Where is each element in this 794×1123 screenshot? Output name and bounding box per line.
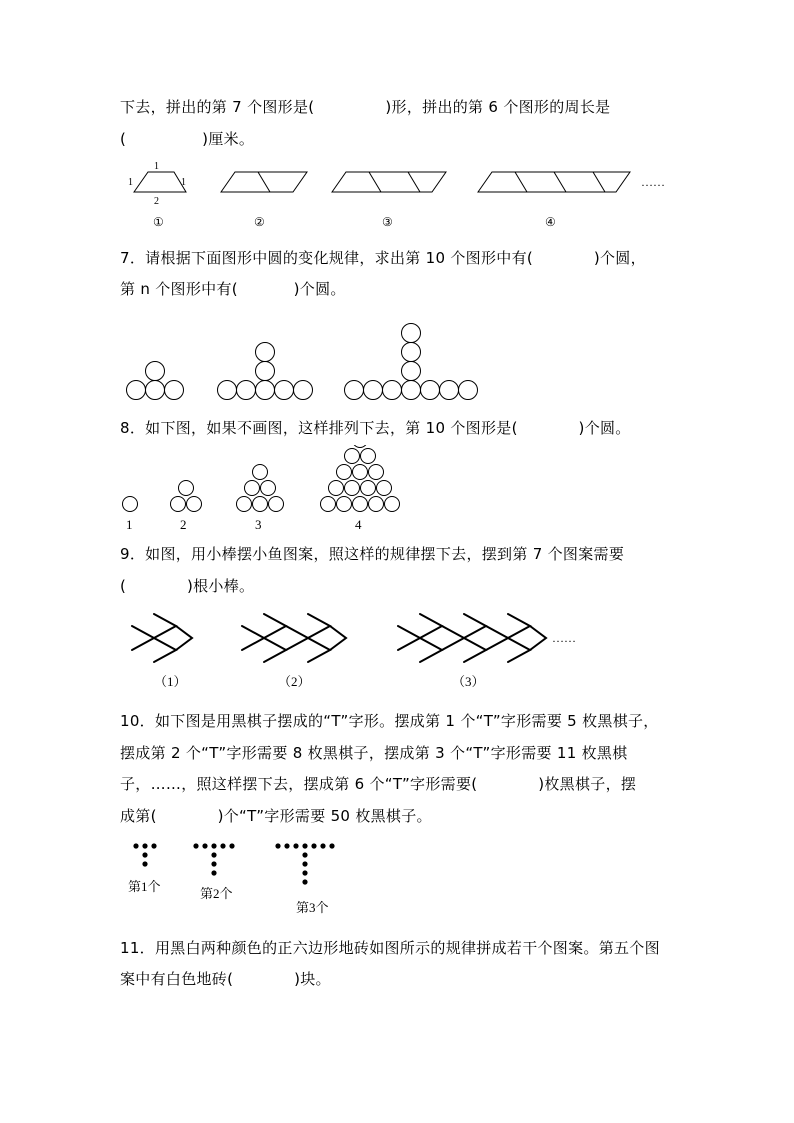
triangle-label-2: 2	[180, 517, 187, 532]
triangle-label-1: 1	[126, 517, 133, 532]
q11-text-line-2: 案中有白色地砖( )块。	[120, 970, 331, 988]
q6-text-line-1: 下去，拼出的第 7 个图形是( )形，拼出的第 6 个图形的周长是	[120, 98, 611, 116]
q7-circle-figures	[118, 318, 488, 403]
q8-triangle-circle-figures	[118, 445, 418, 535]
triangle-figure-3	[237, 465, 284, 512]
triangle-figure-2	[171, 481, 202, 512]
fish-label-2: （2）	[278, 674, 311, 689]
q11-text-line-1: 11．用黑白两种颜色的正六边形地砖如图所示的规律拼成若干个图案。第五个图	[120, 939, 660, 957]
q7-text-line-1: 7．请根据下面图形中圆的变化规律，求出第 10 个图形中有( )个圆，	[120, 249, 646, 267]
figure-label-1: ①	[153, 215, 164, 229]
side-label-top: 1	[154, 161, 159, 172]
q9-fish-figures	[118, 604, 608, 694]
t-figure-3	[275, 843, 334, 884]
figure-label-4: ④	[545, 215, 556, 229]
trapezoid-shape-4	[478, 172, 630, 192]
circle-figure-3	[345, 324, 478, 400]
fish-figure-1	[132, 614, 192, 662]
fish-label-3: （3）	[452, 674, 485, 689]
fish-label-1: （1）	[154, 674, 187, 689]
trapezoid-shape-3	[332, 172, 446, 192]
q6-trapezoid-figures	[118, 158, 678, 233]
figure-label-3: ③	[382, 215, 393, 229]
triangle-label-4: 4	[355, 517, 362, 532]
side-label-bottom: 2	[154, 196, 159, 207]
fish-figure-2	[242, 614, 346, 662]
circle-figure-1	[127, 362, 184, 400]
t-figure-1	[133, 843, 156, 866]
q8-text-line-1: 8．如下图，如果不画图，这样排列下去，第 10 个图形是( )个圆。	[120, 419, 631, 437]
t-label-2: 第2个	[200, 886, 233, 901]
circle-figure-2	[218, 343, 313, 400]
t-label-3: 第3个	[296, 900, 329, 915]
q10-text-line-1: 10．如下图是用黑棋子摆成的“T”字形。摆成第 1 个“T”字形需要 5 枚黑棋子，	[120, 712, 659, 730]
q10-text-line-2: 摆成第 2 个“T”字形需要 8 枚黑棋子，摆成第 3 个“T”字形需要 11 枚黑棋	[120, 744, 628, 762]
triangle-figure-4	[321, 445, 400, 512]
trapezoid-shape-1	[134, 172, 186, 192]
q10-text-line-3: 子，……，照这样摆下去，摆成第 6 个“T”字形需要( )枚黑棋子，摆	[120, 775, 637, 793]
fish-ellipsis: ……	[552, 631, 576, 645]
q10-text-line-4: 成第( )个“T”字形需要 50 枚黑棋子。	[120, 807, 432, 825]
ellipsis: ……	[641, 175, 665, 189]
t-label-1: 第1个	[128, 879, 161, 894]
q7-text-line-2: 第 n 个图形中有( )个圆。	[120, 280, 346, 298]
q10-t-shape-figures	[118, 836, 368, 918]
q9-text-line-1: 9．如图，用小棒摆小鱼图案，照这样的规律摆下去，摆到第 7 个图案需要	[120, 545, 625, 563]
t-figure-2	[193, 843, 234, 875]
triangle-figure-1	[123, 497, 138, 512]
side-label-right: 1	[181, 177, 186, 188]
figure-label-2: ②	[254, 215, 265, 229]
q9-text-line-2: ( )根小棒。	[120, 577, 255, 595]
side-label-left: 1	[128, 177, 133, 188]
fish-figure-3	[398, 614, 546, 662]
triangle-label-3: 3	[255, 517, 262, 532]
q6-text-line-2: ( )厘米。	[120, 130, 255, 148]
